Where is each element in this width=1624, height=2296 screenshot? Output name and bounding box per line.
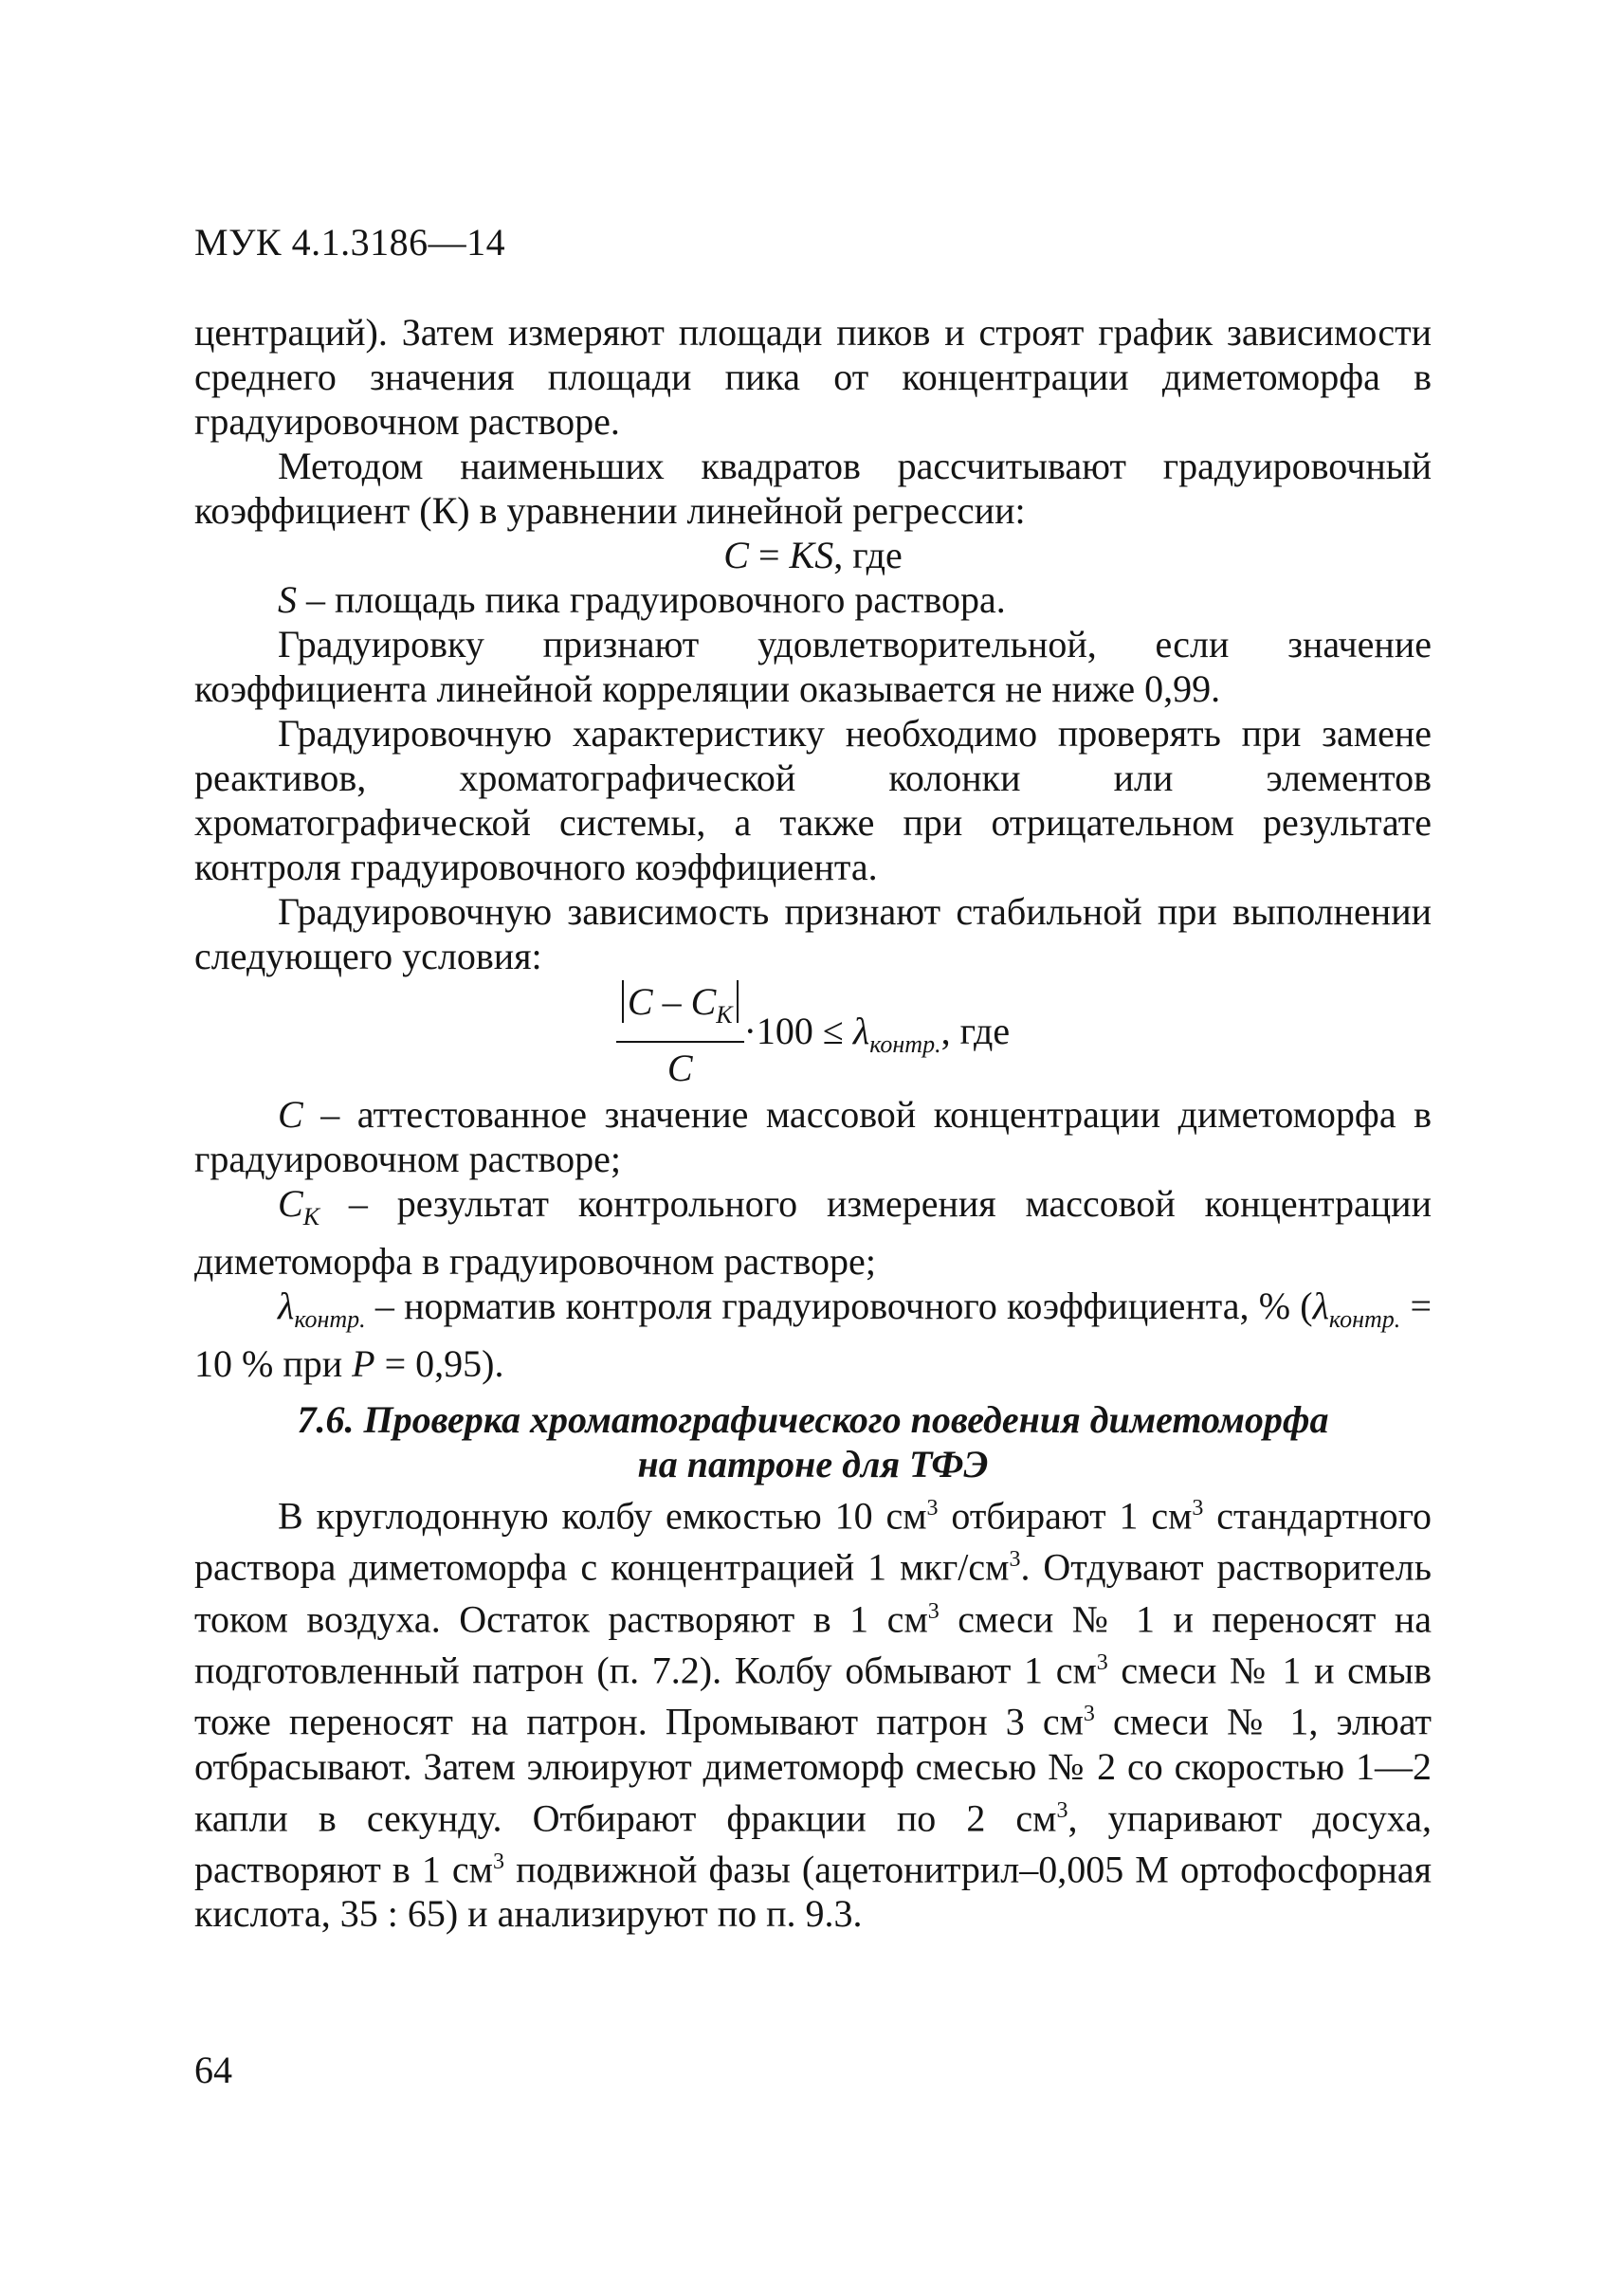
definition-lambda-text3: = 0,95). xyxy=(374,1342,504,1385)
formula-lambda-sub: контр. xyxy=(869,1030,941,1059)
paragraph-check: Градуировочную характеристику необходимо проверять при замене реактивов, хроматографической колонки или элементов хроматографической системы, а также при отрицательном результате контроля градуировочного коэффициента. xyxy=(194,712,1432,888)
procedure-text-4: . Отдувают растворитель током воздуха. Остаток растворяют в 1 см xyxy=(194,1545,1432,1640)
formula-ks: KS xyxy=(789,534,834,576)
definition-lambda xyxy=(194,1284,1432,1386)
formula-mult: ·100 ≤ xyxy=(743,1010,853,1053)
formula-fraction xyxy=(616,978,744,1092)
document-code-header: МУК 4.1.3186—14 xyxy=(194,221,506,264)
formula-lambda: λ xyxy=(852,1010,870,1053)
procedure-text-8: , упаривают досуха, растворяют в 1 см xyxy=(194,1795,1432,1891)
procedure-sup-6: 3 xyxy=(1083,1702,1095,1727)
formula-stability xyxy=(194,978,1432,1092)
procedure-text-1: В круглодонную колбу емкостью 10 см xyxy=(278,1494,927,1538)
procedure-text-5: смеси № 1 и переносят на подготовленный патрон (п. 7.2). Колбу обмывают 1 см xyxy=(194,1596,1432,1692)
procedure-sup-8: 3 xyxy=(493,1849,504,1874)
procedure-sup-7: 3 xyxy=(1056,1797,1068,1823)
procedure-text-6: смеси № 1 и смыв тоже переносят на патрон. Промывают патрон 3 см xyxy=(194,1649,1432,1743)
formula-num-c: C xyxy=(627,980,653,1023)
procedure-text-3: стандартного раствора диметоморфа с концентрацией 1 мкг/см xyxy=(194,1494,1432,1589)
procedure-sup-2: 3 xyxy=(1192,1496,1204,1521)
paragraph-continuation: центраций). Затем измеряют площади пиков и строят график зависимости среднего значения площади пика от концентрации диметоморфа в градуировочном растворе. xyxy=(194,311,1432,443)
symbol-lambda-2: λ xyxy=(1312,1285,1329,1327)
paragraph-procedure xyxy=(194,1486,1432,1936)
formula2-suffix: , где xyxy=(940,1010,1011,1053)
definition-c-text: – аттестованное значение массовой концентрации диметоморфа в градуировочном растворе; xyxy=(194,1093,1432,1180)
definition-lambda-text: – норматив контроля градуировочного коэффициента, % ( xyxy=(365,1285,1313,1327)
procedure-sup-5: 3 xyxy=(1096,1649,1108,1675)
procedure-text-2: отбирают 1 см xyxy=(938,1494,1193,1538)
procedure-sup-4: 3 xyxy=(927,1598,940,1624)
symbol-s: S xyxy=(278,578,297,621)
formula-num-ck-sub: K xyxy=(716,1001,733,1029)
document-body xyxy=(194,310,1432,1936)
paragraph-correlation: Градуировку признают удовлетворительной, если значение коэффициента линейной корреляции оказывается не ниже 0,99. xyxy=(194,623,1432,710)
symbol-lambda-2-sub: контр. xyxy=(1328,1305,1401,1333)
definition-s xyxy=(194,577,1432,622)
formula-numerator xyxy=(616,978,744,1043)
formula-regression xyxy=(194,533,1432,577)
definition-lambda-text2: = 10 % при xyxy=(194,1285,1432,1385)
formula-num-minus: – xyxy=(652,980,691,1023)
page-number: 64 xyxy=(194,2049,232,2091)
procedure-sup-3: 3 xyxy=(1009,1547,1021,1573)
paragraph-stability: Градуировочную зависимость признают стабильной при выполнении следующего условия: xyxy=(194,890,1432,977)
formula-num-ck: C xyxy=(690,980,717,1023)
section-heading-7-6 xyxy=(194,1397,1432,1486)
symbol-c: C xyxy=(278,1093,303,1136)
procedure-text-9: подвижной фазы (ацетонитрил–0,005 М ортофосфорная кислота, 35 : 65) и анализируют по п. 9.3. xyxy=(194,1848,1432,1936)
symbol-p: P xyxy=(352,1342,375,1385)
symbol-lambda: λ xyxy=(278,1285,295,1327)
formula-equals: = xyxy=(748,534,790,576)
paragraph-least-squares: Методом наименьших квадратов рассчитывают градуировочный коэффициент (К) в уравнении линейной регрессии: xyxy=(194,445,1432,532)
symbol-lambda-sub: контр. xyxy=(294,1305,366,1333)
symbol-ck-sub: K xyxy=(302,1203,320,1230)
definition-ck-text: – результат контрольного измерения массовой концентрации диметоморфа в градуировочном растворе; xyxy=(194,1182,1432,1283)
formula-abs xyxy=(622,980,739,1029)
formula-denominator: C xyxy=(666,1047,693,1089)
formula-c: C xyxy=(723,534,749,576)
definition-ck xyxy=(194,1181,1432,1284)
procedure-text-7: смеси № 1, элюат отбрасывают. Затем элюируют диметоморф смесью № 2 со скоростью 1—2 капли в секунду. Отбирают фракции по 2 см xyxy=(194,1700,1432,1839)
procedure-sup-1: 3 xyxy=(926,1496,939,1521)
definition-c xyxy=(194,1092,1432,1181)
definition-s-text: – площадь пика градуировочного раствора. xyxy=(297,578,1006,621)
symbol-ck: C xyxy=(278,1182,303,1225)
section-heading-line2: на патроне для ТФЭ xyxy=(637,1443,989,1485)
section-heading-line1: 7.6. Проверка хроматографического поведения диметоморфа xyxy=(297,1398,1329,1441)
formula-suffix: , где xyxy=(833,534,903,576)
